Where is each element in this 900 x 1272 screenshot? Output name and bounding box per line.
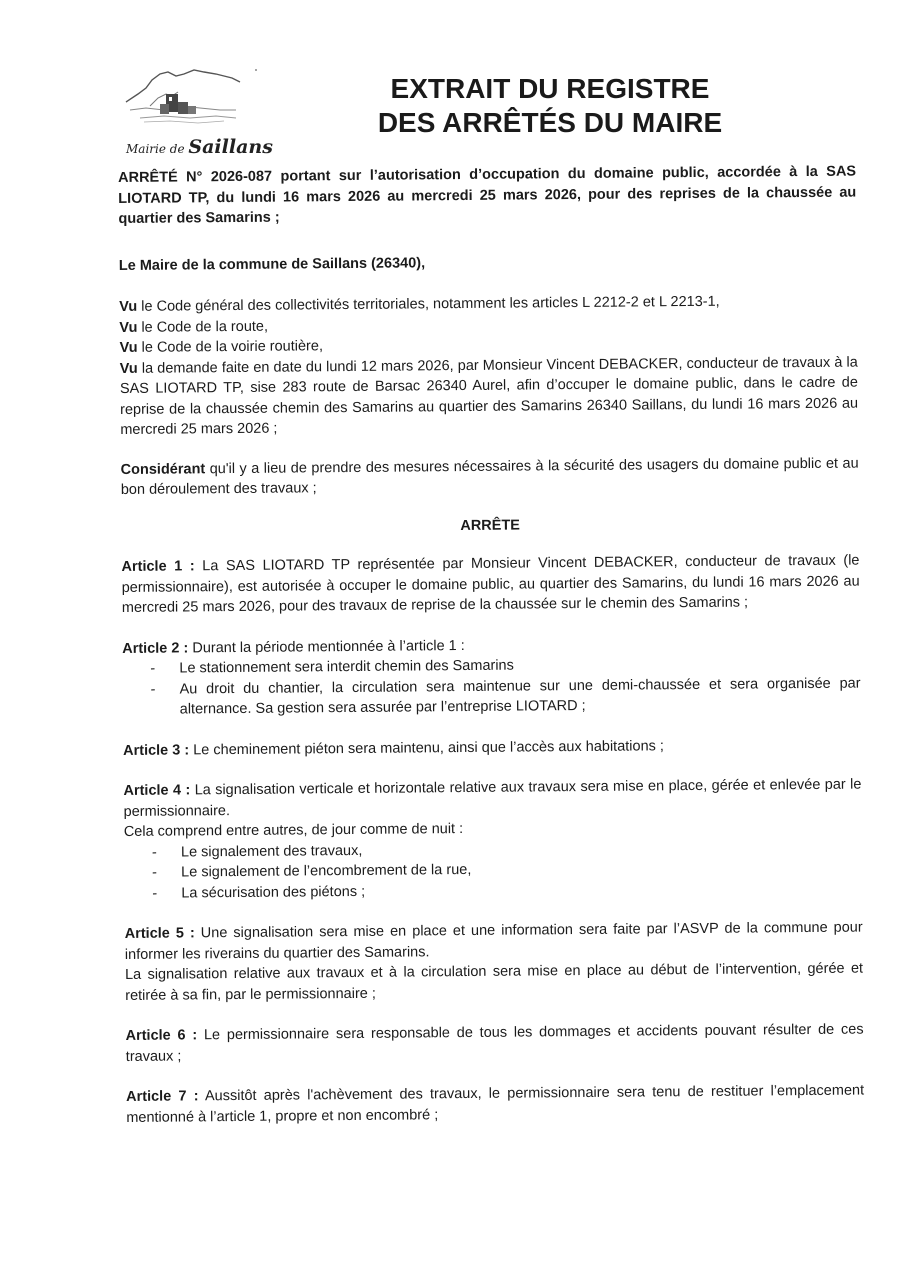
article-4: Article 4 : La signalisation verticale et horizontale relative aux travaux sera mise en place, gérée et enlevée par le permissionnaire. Cela comprend entre autres, de jour comme de nuit : - Le signalement des travaux, - Le signalement de l’encombrement de la rue, - La sécurisation des piétons ;: [123, 775, 862, 904]
article-5: Article 5 : Une signalisation sera mise en place et une information sera faite par l’ASVP de la commune pour informer les riverains du quartier des Samarins. La signalisation relative aux travaux et à la circulation sera mise en place au début de l’intervention, gérée et retirée à sa fin, par le permissionnaire ;: [124, 919, 864, 1004]
list-item: - Le signalement des travaux,: [151, 842, 363, 861]
saillans-logo: [120, 66, 273, 162]
vu-item: Vu le Code de la voirie routière,: [119, 338, 324, 356]
title-line-2: DES ARRÊTÉS DU MAIRE: [377, 107, 723, 138]
mountain-village-icon: [120, 66, 260, 138]
decree-intro: ARRÊTÉ N° 2026-087 portant sur l’autorisation d’occupation du domaine public, accordée à la SAS LIOTARD TP, du lundi 16 mars 2026 au mercredi 25 mars 2026, pour des reprises de la chaussée au quartier des Samarins ;: [118, 163, 857, 227]
article-4-list: [124, 836, 863, 904]
article-1: Article 1 : La SAS LIOTARD TP représentée par Monsieur Vincent DEBACKER, conducteur de travaux (le permissionnaire), est autorisée à occuper le domaine public, au quartier des Samarins, du lundi 16 mars 2026 au mercredi 25 mars 2026, pour des travaux de reprise de la chaussée sur le chemin des Samarins ;: [121, 552, 860, 616]
list-item: - Au droit du chantier, la circulation sera maintenue sur une demi-chaussée et sera organisée par alternance. Sa gestion sera assurée par l’entreprise LIOTARD ;: [150, 675, 861, 718]
arrete-heading: ARRÊTE: [460, 517, 521, 534]
logo-caption: [126, 136, 273, 158]
article-2: Article 2 : Durant la période mentionnée à l’article 1 : - Le stationnement sera interdit chemin des Samarins - Au droit du chantier, la circulation sera maintenue sur une demi-chaussée et sera organisée par alternance. Sa gestion sera assurée par l’entreprise LIOTARD ;: [122, 632, 861, 720]
article-3: Article 3 : Le cheminement piéton sera maintenu, ainsi que l’accès aux habitations ;: [123, 737, 664, 759]
page-title: [330, 72, 770, 140]
article-7: Article 7 : Aussitôt après l'achèvement des travaux, le permissionnaire sera tenu de restituer l’emplacement mentionné à l’article 1, propre et non encombré ;: [126, 1082, 865, 1126]
title-line-1: EXTRAIT DU REGISTRE: [390, 73, 710, 104]
vu-item: Vu le Code général des collectivités territoriales, notamment les articles L 2212-2 et L 2213-1,: [119, 293, 720, 315]
list-item: - Le stationnement sera interdit chemin des Samarins: [150, 657, 514, 677]
article-2-list: [122, 653, 861, 721]
vu-item: Vu la demande faite en date du lundi 12 mars 2026, par Monsieur Vincent DEBACKER, conducteur de travaux à la SAS LIOTARD TP, sise 283 route de Barsac 26340 Aurel, afin d’occuper le domaine public, dans le cadre de reprise de la chaussée chemin des Samarins au quartier des Samarins 26340 Saillans, du lundi 16 mars 2026 au mercredi 25 mars 2026 ;: [119, 354, 859, 438]
list-item: - La sécurisation des piétons ;: [152, 883, 366, 902]
considerant-paragraph: Considérant qu'il y a lieu de prendre des mesures nécessaires à la sécurité des usagers du domaine public et au bon déroulement des travaux ;: [120, 455, 859, 498]
article-6: Article 6 : Le permissionnaire sera responsable de tous les dommages et accidents pouvant résulter de ces travaux ;: [125, 1021, 864, 1065]
list-item: - Le signalement de l’encombrement de la rue,: [152, 861, 472, 881]
logo-small-text: Mairie de: [126, 142, 185, 156]
document-body: [118, 162, 864, 1128]
logo-town-name: Saillans: [188, 136, 273, 158]
vu-item: Vu le Code de la route,: [119, 318, 269, 336]
mayor-line: Le Maire de la commune de Saillans (26340),: [118, 254, 426, 274]
vu-section: [119, 291, 858, 441]
